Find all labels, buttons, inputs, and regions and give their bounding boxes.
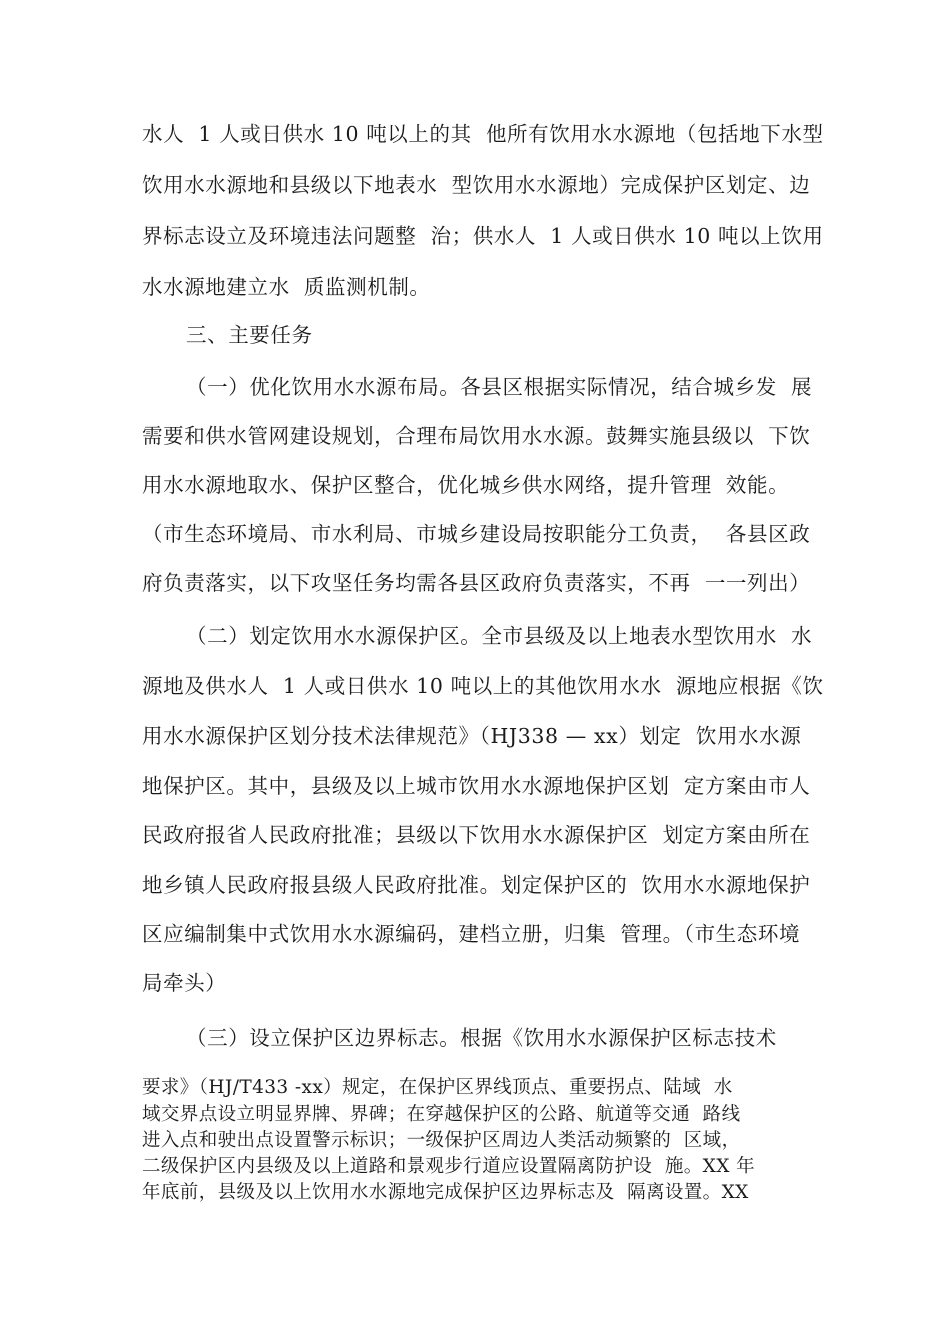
paragraph-line: 界标志设立及环境违法问题整 治；供水人 1 人或日供水 10 吨以上饮用 xyxy=(142,224,824,248)
paragraph-line: （一）优化饮用水水源布局。各县区根据实际情况，结合城乡发 展 xyxy=(186,375,813,399)
paragraph-line: 域交界点设立明显界牌、界碑；在穿越保护区的公路、航道等交通 路线 xyxy=(142,1104,741,1125)
paragraph-line: （三）设立保护区边界标志。根据《饮用水水源保护区标志技术 xyxy=(186,1026,777,1050)
paragraph-line: 水水源地建立水 质监测机制。 xyxy=(142,275,431,299)
paragraph-line: 区应编制集中式饮用水水源编码，建档立册，归集 管理。（市生态环境 xyxy=(142,922,801,946)
paragraph-line: 要求》（HJ/T433 -xx）规定，在保护区界线顶点、重要拐点、陆域 水 xyxy=(142,1077,733,1098)
paragraph-line: 民政府报省人民政府批准；县级以下饮用水水源保护区 划定方案由所在 xyxy=(142,823,811,847)
paragraph-line: 需要和供水管网建设规划，合理布局饮用水水源。鼓舞实施县级以 下饮 xyxy=(142,424,811,448)
paragraph-line: 地乡镇人民政府报县级人民政府批准。划定保护区的 饮用水水源地保护 xyxy=(142,873,811,897)
paragraph-line: 二级保护区内县级及以上道路和景观步行道应设置隔离防护设 施。XX 年 xyxy=(142,1156,755,1177)
paragraph-line: 源地及供水人 1 人或日供水 10 吨以上的其他饮用水水 源地应根据《饮 xyxy=(142,674,824,698)
paragraph-line: 地保护区。其中，县级及以上城市饮用水水源地保护区划 定方案由市人 xyxy=(142,774,811,798)
paragraph-line: 进入点和驶出点设置警示标识；一级保护区周边人类活动频繁的 区域， xyxy=(142,1130,741,1151)
paragraph-line: （市生态环境局、市水利局、市城乡建设局按职能分工负责， 各县区政 xyxy=(142,522,811,546)
paragraph-line: （二）划定饮用水水源保护区。全市县级及以上地表水型饮用水 水 xyxy=(186,624,813,648)
section-heading: 三、主要任务 xyxy=(186,323,313,347)
paragraph-line: 局牵头） xyxy=(142,971,227,995)
paragraph-line: 府负责落实，以下攻坚任务均需各县区政府负责落实，不再 一一列出） xyxy=(142,571,811,595)
paragraph-line: 用水水源地取水、保护区整合，优化城乡供水网络，提升管理 效能。 xyxy=(142,473,790,497)
paragraph-line: 水人 1 人或日供水 10 吨以上的其 他所有饮用水水源地（包括地下水型 xyxy=(142,122,824,146)
paragraph-line: 用水水源保护区划分技术法律规范》（HJ338 — xx）划定 饮用水水源 xyxy=(142,724,802,748)
paragraph-line: 年底前，县级及以上饮用水水源地完成保护区边界标志及 隔离设置。XX xyxy=(142,1182,749,1203)
paragraph-line: 饮用水水源地和县级以下地表水 型饮用水水源地）完成保护区划定、边 xyxy=(142,173,811,197)
